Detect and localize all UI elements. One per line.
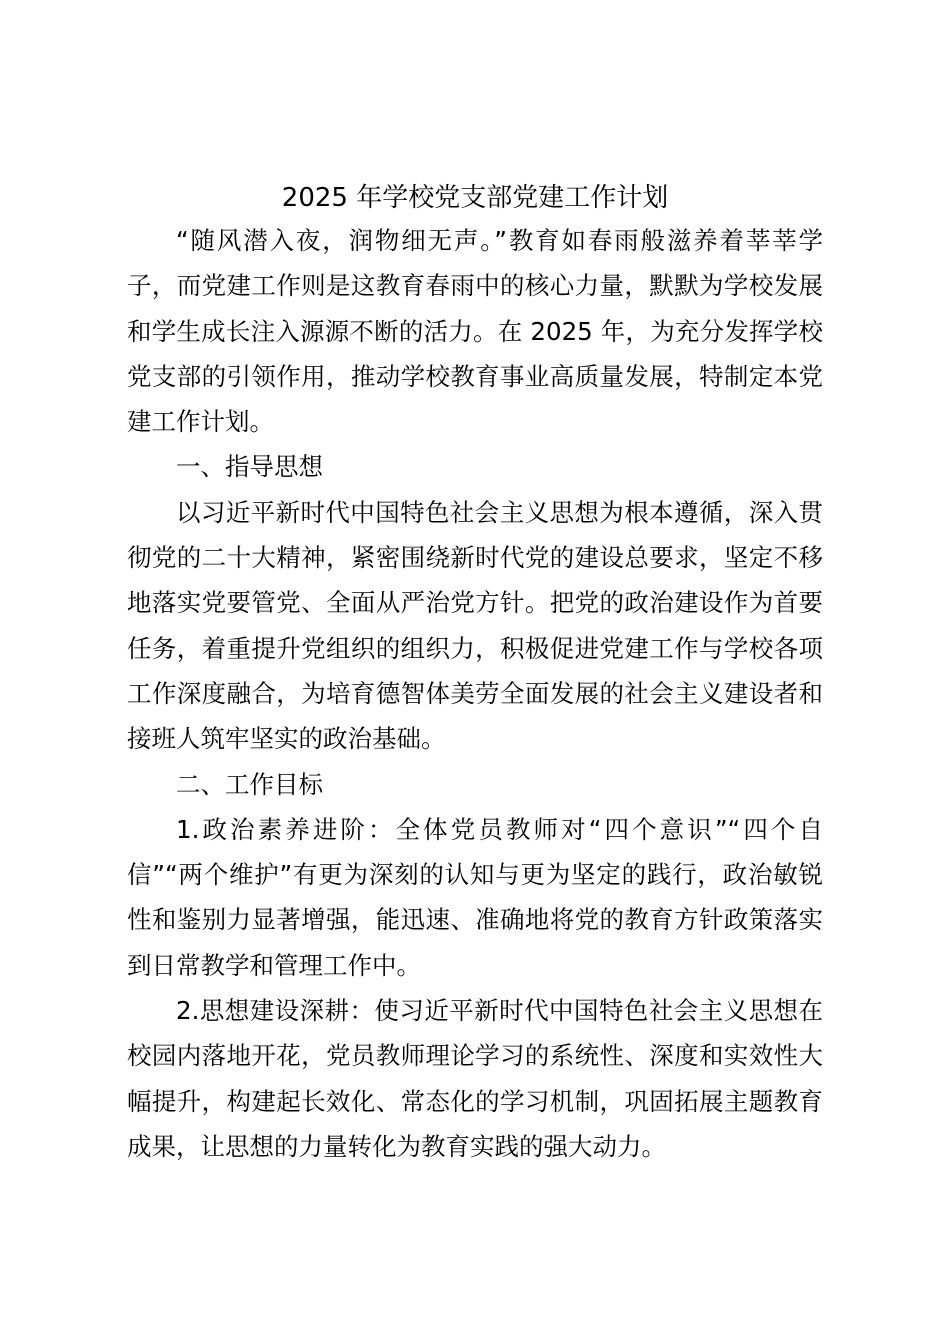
- goal-political-literacy-paragraph: 1.政治素养进阶：全体党员教师对“四个意识”“四个自信”“两个维护”有更为深刻的认知与更为坚定的践行，政治敏锐性和鉴别力显著增强，能迅速、准确地将党的教育方针政策落实到日常教学和管理工作中。: [127, 814, 823, 980]
- intro-paragraph: “随风潜入夜，润物细无声。”教育如春雨般滋养着莘莘学子，而党建工作则是这教育春雨中的核心力量，默默为学校发展和学生成长注入源源不断的活力。在 2025 年，为充分发挥学校党支部的引领作用，推动学校教育事业高质量发展，特制定本党建工作计划。: [127, 226, 823, 437]
- document-title: 2025 年学校党支部党建工作计划: [281, 183, 669, 213]
- section-heading-guiding-ideology: 一、指导思想: [176, 452, 323, 482]
- section-heading-work-goals: 二、工作目标: [176, 769, 323, 799]
- goal-ideological-construction-paragraph: 2.思想建设深耕：使习近平新时代中国特色社会主义思想在校园内落地开花，党员教师理论学习的系统性、深度和实效性大幅提升，构建起长效化、常态化的学习机制，巩固拓展主题教育成果，让思想的力量转化为教育实践的强大动力。: [127, 996, 823, 1161]
- guiding-ideology-paragraph: 以习近平新时代中国特色社会主义思想为根本遵循，深入贯彻党的二十大精神，紧密围绕新时代党的建设总要求，坚定不移地落实党要管党、全面从严治党方针。把党的政治建设作为首要任务，着重提升党组织的组织力，积极促进党建工作与学校各项工作深度融合，为培育德智体美劳全面发展的社会主义建设者和接班人筑牢坚实的政治基础。: [127, 497, 823, 754]
- document-body: [127, 218, 823, 1169]
